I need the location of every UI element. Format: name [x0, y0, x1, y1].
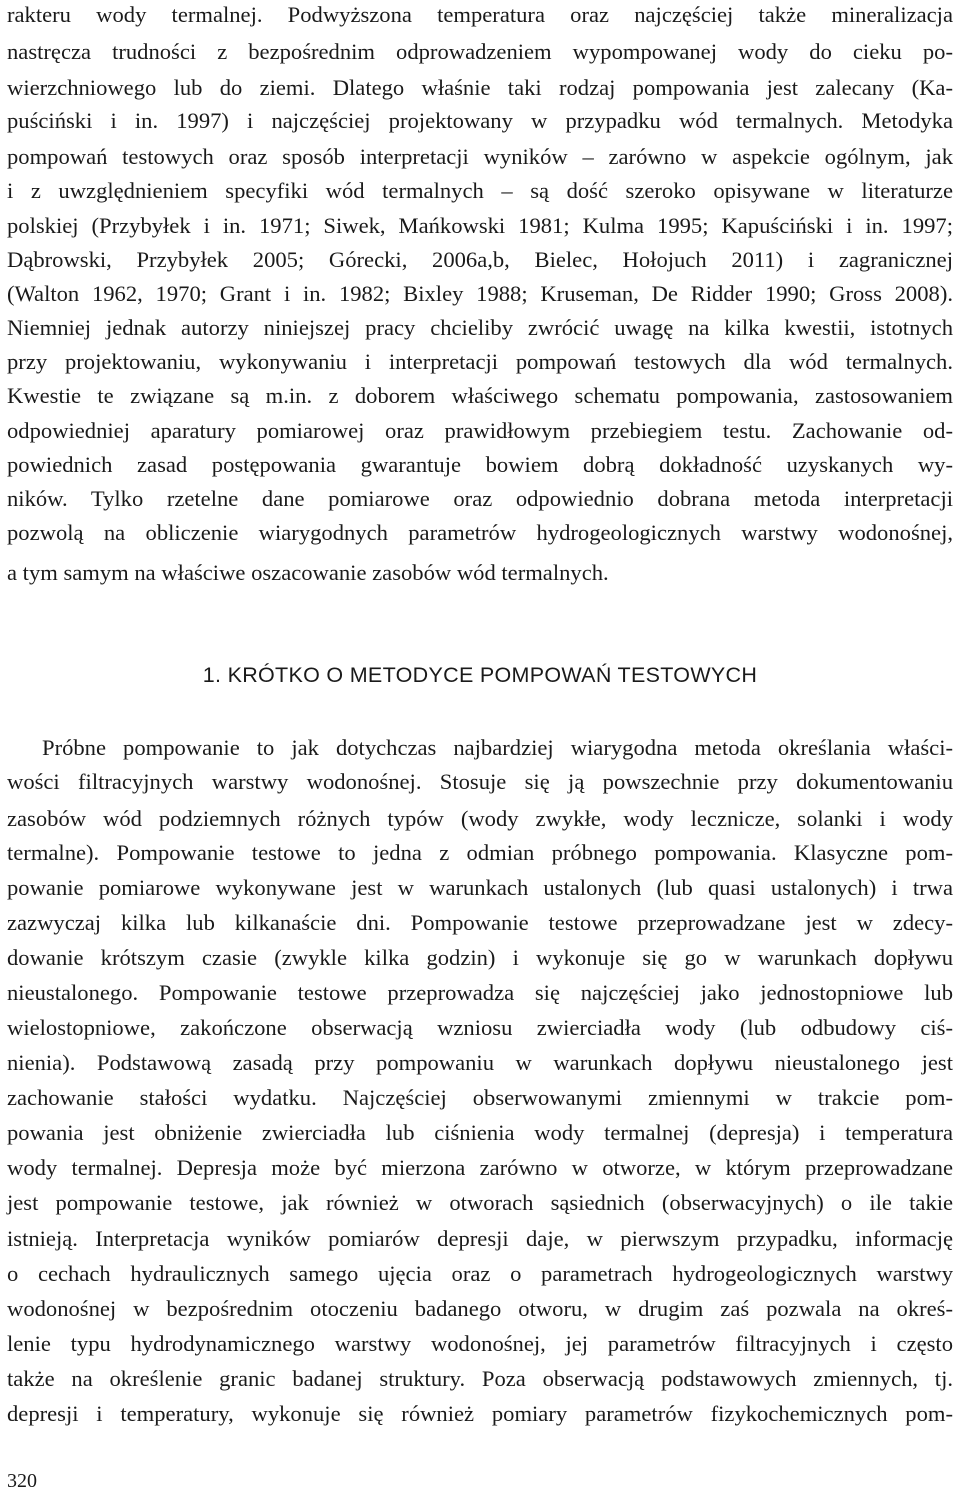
text-line: powania jest obniżenie zwierciadła lub ciśnienia wody termalnej (depresja) i temperatura [7, 1120, 953, 1145]
section-heading: 1. KRÓTKO O METODYCE POMPOWAŃ TESTOWYCH [202, 663, 758, 687]
text-line: termalne). Pompowanie testowe to jedna z odmian próbnego pompowania. Klasyczne pom- [7, 840, 953, 865]
text-line: o cechach hydraulicznych samego ujęcia oraz o parametrach hydrogeologicznych warstwy [7, 1261, 953, 1286]
text-line: powanie pomiarowe wykonywane jest w warunkach ustalonych (lub quasi ustalonych) i trwa [7, 875, 953, 900]
text-line: powiednich zasad postępowania gwarantuje bowiem dobrą dokładność uzyskanych wy- [7, 452, 953, 477]
text-line: polskiej (Przybyłek i in. 1971; Siwek, Mańkowski 1981; Kulma 1995; Kapuściński i in. 1997; [7, 213, 953, 238]
text-line: wierzchniowego lub do ziemi. Dlatego właśnie taki rodzaj pompowania jest zalecany (Ka- [7, 75, 953, 100]
text-line: jest pompowanie testowe, jak również w otworach sąsiednich (obserwacyjnych) o ile takie [7, 1190, 953, 1215]
text-line: zazwyczaj kilka lub kilkanaście dni. Pompowanie testowe przeprowadzane jest w zdecy- [7, 910, 953, 935]
text-line: pompowań testowych oraz sposób interpretacji wyników – zarówno w aspekcie ogólnym, jak [7, 144, 953, 169]
text-line: nastręcza trudności z bezpośrednim odprowadzeniem wypompowanej wody do cieku po- [7, 39, 953, 64]
text-line: ników. Tylko rzetelne dane pomiarowe oraz odpowiednio dobrana metoda interpretacji [7, 486, 953, 511]
text-line: Dąbrowski, Przybyłek 2005; Górecki, 2006a,b, Bielec, Hołojuch 2011) i zagranicznej [7, 247, 953, 272]
text-line: przy projektowaniu, wykonywaniu i interpretacji pompowań testowych dla wód termalnych. [7, 349, 953, 374]
text-line: depresji i temperatury, wykonuje się również pomiary parametrów fizykochemicznych pom- [7, 1401, 953, 1426]
text-line: wody termalnej. Depresja może być mierzona zarówno w otworze, w którym przeprowadzane [7, 1155, 953, 1180]
text-line: pozwolą na obliczenie wiarygodnych parametrów hydrogeologicznych warstwy wodonośnej, [7, 520, 953, 545]
text-line: puściński i in. 1997) i najczęściej projektowany w przypadku wód termalnych. Metodyka [7, 108, 953, 133]
page-number: 320 [7, 1470, 37, 1492]
text-line: wości filtracyjnych warstwy wodonośnej. Stosuje się ją powszechnie przy dokumentowaniu [7, 769, 953, 794]
text-line: wielostopniowe, zakończone obserwacją wzniosu zwierciadła wody (lub odbudowy ciś- [7, 1015, 953, 1040]
text-line: Próbne pompowanie to jak dotychczas najbardziej wiarygodna metoda określania właści- [42, 735, 953, 760]
text-line: odpowiedniej aparatury pomiarowej oraz prawidłowym przebiegiem testu. Zachowanie od- [7, 418, 953, 443]
text-line: zasobów wód podziemnych różnych typów (wody zwykłe, wody lecznicze, solanki i wody [7, 806, 953, 831]
text-line: nieustalonego. Pompowanie testowe przeprowadza się najczęściej jako jednostopniowe lub [7, 980, 953, 1005]
text-line: dowanie krótszym czasie (zwykle kilka godzin) i wykonuje się go w warunkach dopływu [7, 945, 953, 970]
text-line: (Walton 1962, 1970; Grant i in. 1982; Bixley 1988; Kruseman, De Ridder 1990; Gross 2008). [7, 281, 953, 306]
text-line: i z uwzględnieniem specyfiki wód termalnych – są dość szeroko opisywane w literaturze [7, 178, 953, 203]
text-line: nienia). Podstawową zasadą przy pompowaniu w warunkach dopływu nieustalonego jest [7, 1050, 953, 1075]
text-line: zachowanie stałości wydatku. Najczęściej obserwowanymi zmiennymi w trakcie pom- [7, 1085, 953, 1110]
text-line: wodonośnej w bezpośrednim otoczeniu badanego otworu, w drugim zaś pozwala na okreś- [7, 1296, 953, 1321]
text-line: rakteru wody termalnej. Podwyższona temperatura oraz najczęściej także mineralizacja [7, 2, 953, 27]
text-line: także na określenie granic badanej struktury. Poza obserwacją podstawowych zmiennych, tj. [7, 1366, 953, 1391]
text-line: Niemniej jednak autorzy niniejszej pracy chcieliby zwrócić uwagę na kilka kwestii, istotnych [7, 315, 953, 340]
text-line: Kwestie te związane są m.in. z doborem właściwego schematu pompowania, zastosowaniem [7, 383, 953, 408]
text-line: lenie typu hydrodynamicznego warstwy wodonośnej, jej parametrów filtracyjnych i często [7, 1331, 953, 1356]
text-line: a tym samym na właściwe oszacowanie zasobów wód termalnych. [7, 560, 609, 585]
text-line: istnieją. Interpretacja wyników pomiarów depresji daje, w pierwszym przypadku, informację [7, 1226, 953, 1251]
